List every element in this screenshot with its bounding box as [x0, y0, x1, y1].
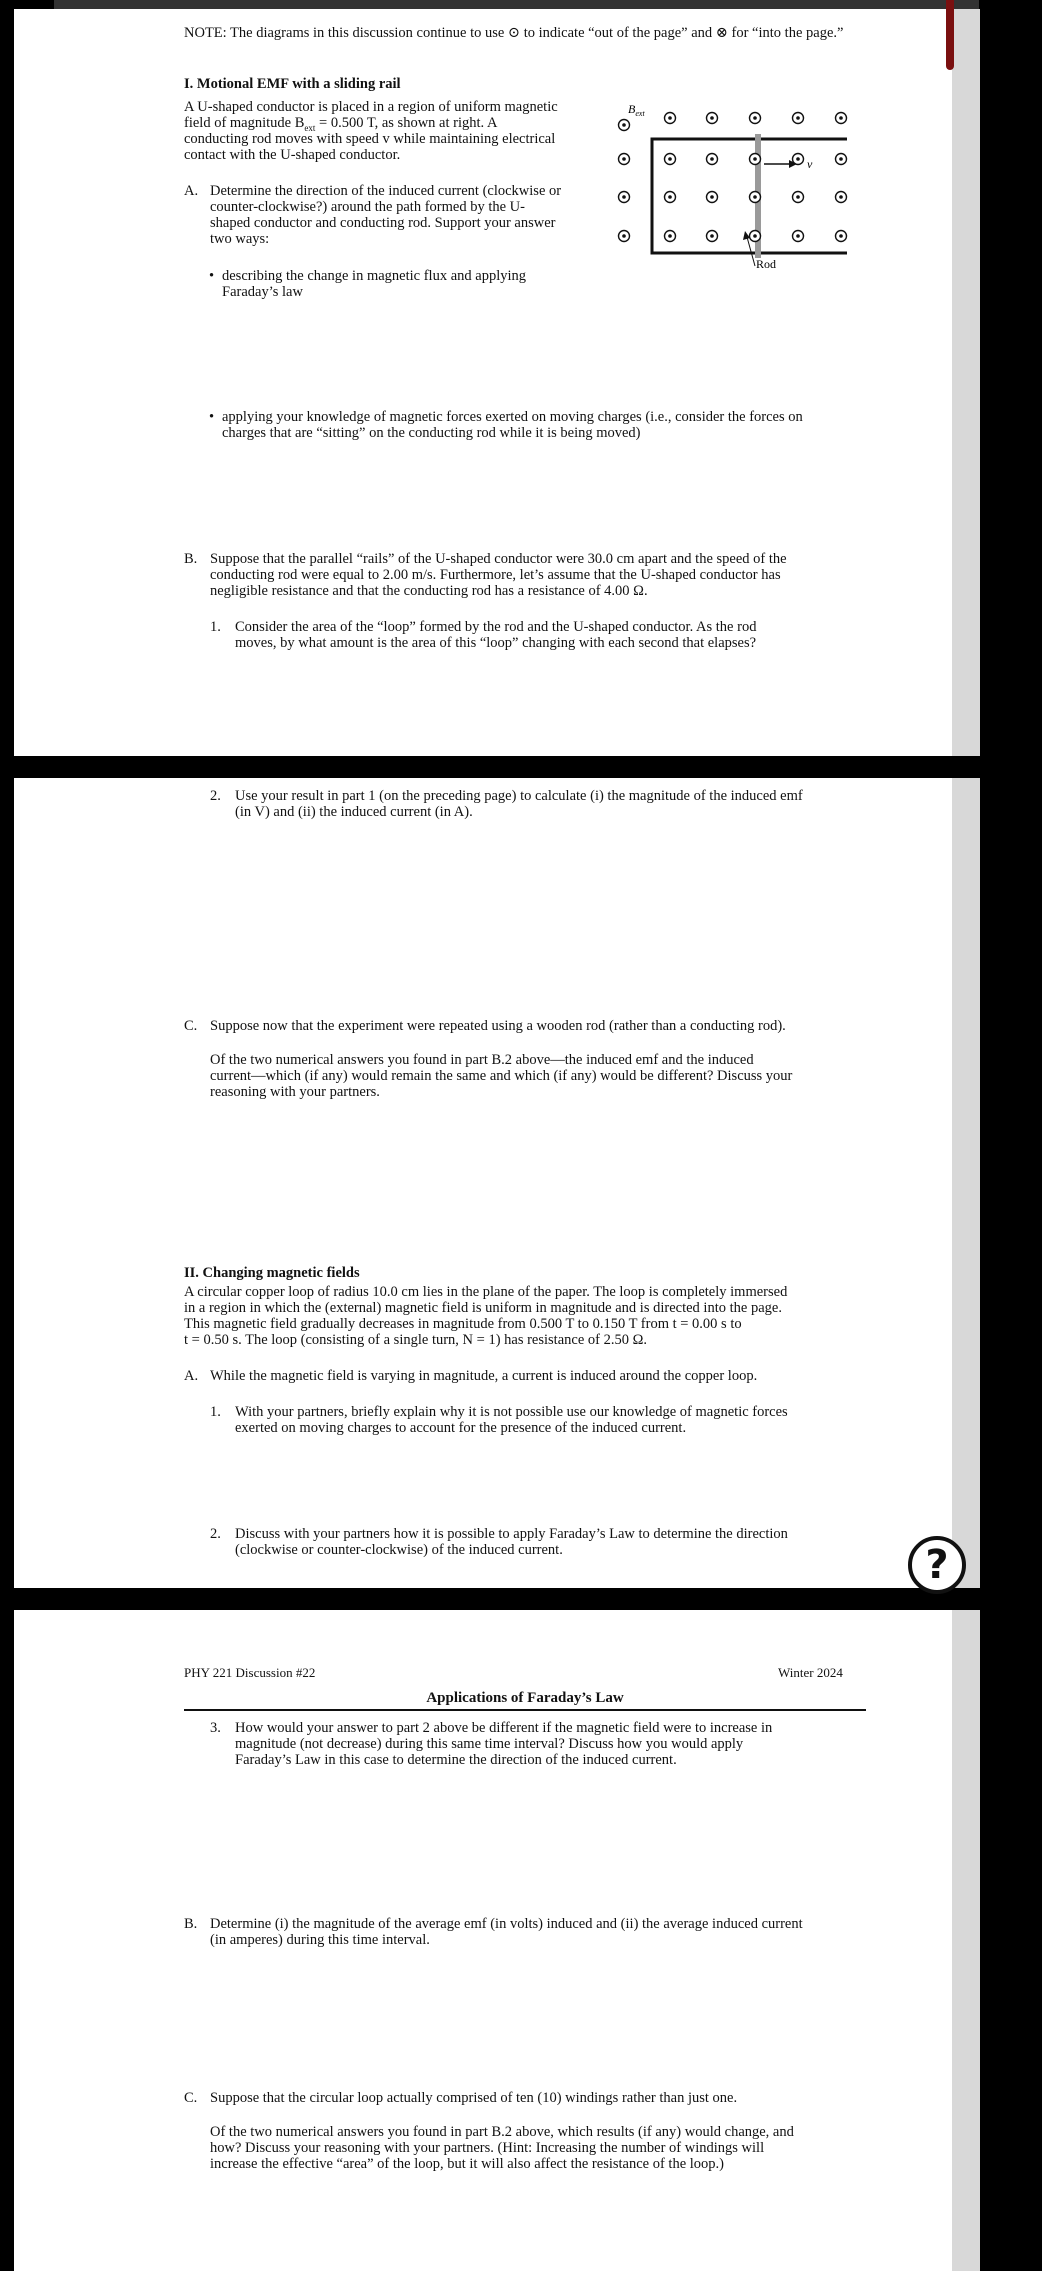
section-2-a3-text-3: Faraday’s Law in this case to determine the direction of the induced current. [235, 1752, 677, 1768]
help-button[interactable] [908, 1536, 966, 1594]
section-2-b-text-1: Determine (i) the magnitude of the average emf (in volts) induced and (ii) the average induced current [210, 1916, 803, 1932]
part-c-para-3: reasoning with your partners. [210, 1084, 380, 1100]
section-2-c-para-1: Of the two numerical answers you found in part B.2 above, which results (if any) would change, and [210, 2124, 794, 2140]
sliding-rail-diagram [598, 96, 858, 268]
bullet-1-line-2: Faraday’s law [222, 284, 303, 300]
top-bar [54, 0, 979, 9]
part-b2-label: 2. [210, 788, 221, 804]
page-1-right-margin [952, 9, 980, 756]
help-icon: ? [925, 1542, 949, 1588]
field-dot-center [668, 234, 672, 238]
document-page-2 [14, 778, 952, 1588]
section-2-c-label: C. [184, 2090, 198, 2106]
part-b-text-2: conducting rod were equal to 2.00 m/s. Furthermore, let’s assume that the U-shaped conductor has [210, 567, 781, 583]
page-3-right-margin [952, 1610, 980, 2271]
header-rule [184, 1709, 866, 1711]
field-dot-center [839, 157, 843, 161]
field-dot-center [622, 123, 626, 127]
document-page-3 [14, 1610, 952, 2271]
section-1-heading: I. Motional EMF with a sliding rail [184, 76, 401, 92]
field-dot-center [753, 195, 757, 199]
part-b-text-1: Suppose that the parallel “rails” of the U-shaped conductor were 30.0 cm apart and the speed of the [210, 551, 787, 567]
field-dot-center [796, 195, 800, 199]
field-dot-center [710, 234, 714, 238]
section-2-a3-text-2: magnitude (not decrease) during this same time interval? Discuss how you would apply [235, 1736, 744, 1752]
field-dot-center [668, 157, 672, 161]
part-c-para-2: current—which (if any) would remain the same and which (if any) would be different? Discuss your [210, 1068, 793, 1084]
velocity-label: v [807, 157, 813, 171]
part-a-text-3: shaped conductor and conducting rod. Support your answer [210, 215, 556, 231]
part-a-text-1: Determine the direction of the induced current (clockwise or [210, 183, 562, 199]
part-b1-text-2: moves, by what amount is the area of this “loop” changing with each second that elapses? [235, 635, 757, 651]
section-2-a2-text-2: (clockwise or counter-clockwise) of the induced current. [235, 1542, 563, 1558]
field-dot-center [839, 234, 843, 238]
header-course: PHY 221 Discussion #22 [184, 1665, 316, 1680]
field-dot-center [796, 234, 800, 238]
part-a-text-2: counter-clockwise?) around the path formed by the U- [210, 199, 525, 215]
field-dot-center [622, 157, 626, 161]
section-2-b-text-2: (in amperes) during this time interval. [210, 1932, 430, 1948]
section-2-a-text: While the magnetic field is varying in magnitude, a current is induced around the copper loop. [210, 1368, 758, 1384]
part-c-text: Suppose now that the experiment were repeated using a wooden rod (rather than a conducting rod). [210, 1018, 786, 1034]
field-dot-center [710, 195, 714, 199]
section-1-intro-line-3: conducting rod moves with speed v while maintaining electrical [184, 131, 556, 147]
field-dot-center [710, 116, 714, 120]
field-dot-center [710, 157, 714, 161]
field-dot-center [622, 234, 626, 238]
part-b-text-3: negligible resistance and that the conducting rod has a resistance of 4.00 Ω. [210, 583, 648, 599]
section-2-a3-text-1: How would your answer to part 2 above be different if the magnetic field were to increase in [235, 1720, 773, 1736]
section-2-intro-3: This magnetic field gradually decreases in magnitude from 0.500 T to 0.150 T from t = 0.00 s to [184, 1316, 742, 1332]
header-term: Winter 2024 [778, 1665, 843, 1680]
field-dot-center [668, 116, 672, 120]
intro-field-value: = 0.500 T, as shown at right. A [315, 115, 498, 131]
intro-field-sub: ext [304, 122, 316, 133]
section-2-b-label: B. [184, 1916, 198, 1932]
section-2-intro-4: t = 0.50 s. The loop (consisting of a single turn, N = 1) has resistance of 2.50 Ω. [184, 1332, 648, 1348]
section-2-a-label: A. [184, 1368, 199, 1384]
part-a-text-4: two ways: [210, 231, 270, 247]
field-dot-center [753, 234, 757, 238]
section-2-heading: II. Changing magnetic fields [184, 1265, 360, 1281]
part-c-para-1: Of the two numerical answers you found in part B.2 above—the induced emf and the induced [210, 1052, 754, 1068]
bullet-2-line-1: • applying your knowledge of magnetic forces exerted on moving charges (i.e., consider the forces on [222, 409, 803, 426]
part-b1-text-1: Consider the area of the “loop” formed by the rod and the U-shaped conductor. As the rod [235, 619, 757, 635]
section-2-c-para-3: increase the effective “area” of the loop, but it will also affect the resistance of the loop.) [210, 2156, 724, 2172]
page-2-right-margin [952, 778, 980, 1588]
field-dot-center [839, 116, 843, 120]
part-b2-text-1: Use your result in part 1 (on the preceding page) to calculate (i) the magnitude of the induced emf [235, 788, 803, 804]
part-b1-label: 1. [210, 619, 221, 635]
section-2-a1-label: 1. [210, 1404, 221, 1420]
section-2-intro-2: in a region in which the (external) magnetic field is uniform in magnitude and is directed into the page. [184, 1300, 782, 1316]
field-dot-center [622, 195, 626, 199]
part-b2-text-2: (in V) and (ii) the induced current (in A). [235, 804, 473, 820]
header-title: Applications of Faraday’s Law [426, 1690, 624, 1706]
section-2-a1-text-2: exerted on moving charges to account for the presence of the induced current. [235, 1420, 687, 1436]
intro-field-prefix: field of magnitude B [184, 115, 305, 131]
section-2-a3-label: 3. [210, 1720, 221, 1736]
bullet-2-line-2: charges that are “sitting” on the conducting rod while it is being moved) [222, 425, 641, 441]
field-dot-center [668, 195, 672, 199]
part-c-label: C. [184, 1018, 198, 1034]
section-2-c-text: Suppose that the circular loop actually comprised of ten (10) windings rather than just one. [210, 2090, 738, 2106]
field-dot-center [796, 157, 800, 161]
section-1-intro-line-1: A U-shaped conductor is placed in a region of uniform magnetic [184, 99, 558, 115]
section-1-intro-line-4: contact with the U-shaped conductor. [184, 147, 401, 163]
b-ext-label: $B_{ext}$ [628, 102, 645, 118]
part-a-label: A. [184, 183, 199, 199]
note-text: NOTE: The diagrams in this discussion continue to use ⊙ to indicate “out of the page” and ⊗ for “into the page.” [184, 25, 844, 41]
field-dot-center [796, 116, 800, 120]
section-2-a2-text-1: Discuss with your partners how it is possible to apply Faraday’s Law to determine the direction [235, 1526, 788, 1542]
section-2-intro-1: A circular copper loop of radius 10.0 cm lies in the plane of the paper. The loop is completely immersed [184, 1284, 788, 1300]
part-b-label: B. [184, 551, 198, 567]
rod-label: Rod [756, 257, 777, 268]
section-2-c-para-2: how? Discuss your reasoning with your partners. (Hint: Increasing the number of windings will [210, 2140, 765, 2156]
section-2-a1-text-1: With your partners, briefly explain why it is not possible use our knowledge of magnetic forces [235, 1404, 788, 1420]
field-dot-center [753, 116, 757, 120]
section-2-a2-label: 2. [210, 1526, 221, 1542]
field-dot-center [839, 195, 843, 199]
scrollbar-thumb[interactable] [946, 0, 954, 70]
field-dot-center [753, 157, 757, 161]
bullet-1-line-1: • describing the change in magnetic flux and applying [222, 268, 526, 285]
document-page-1 [14, 9, 952, 756]
